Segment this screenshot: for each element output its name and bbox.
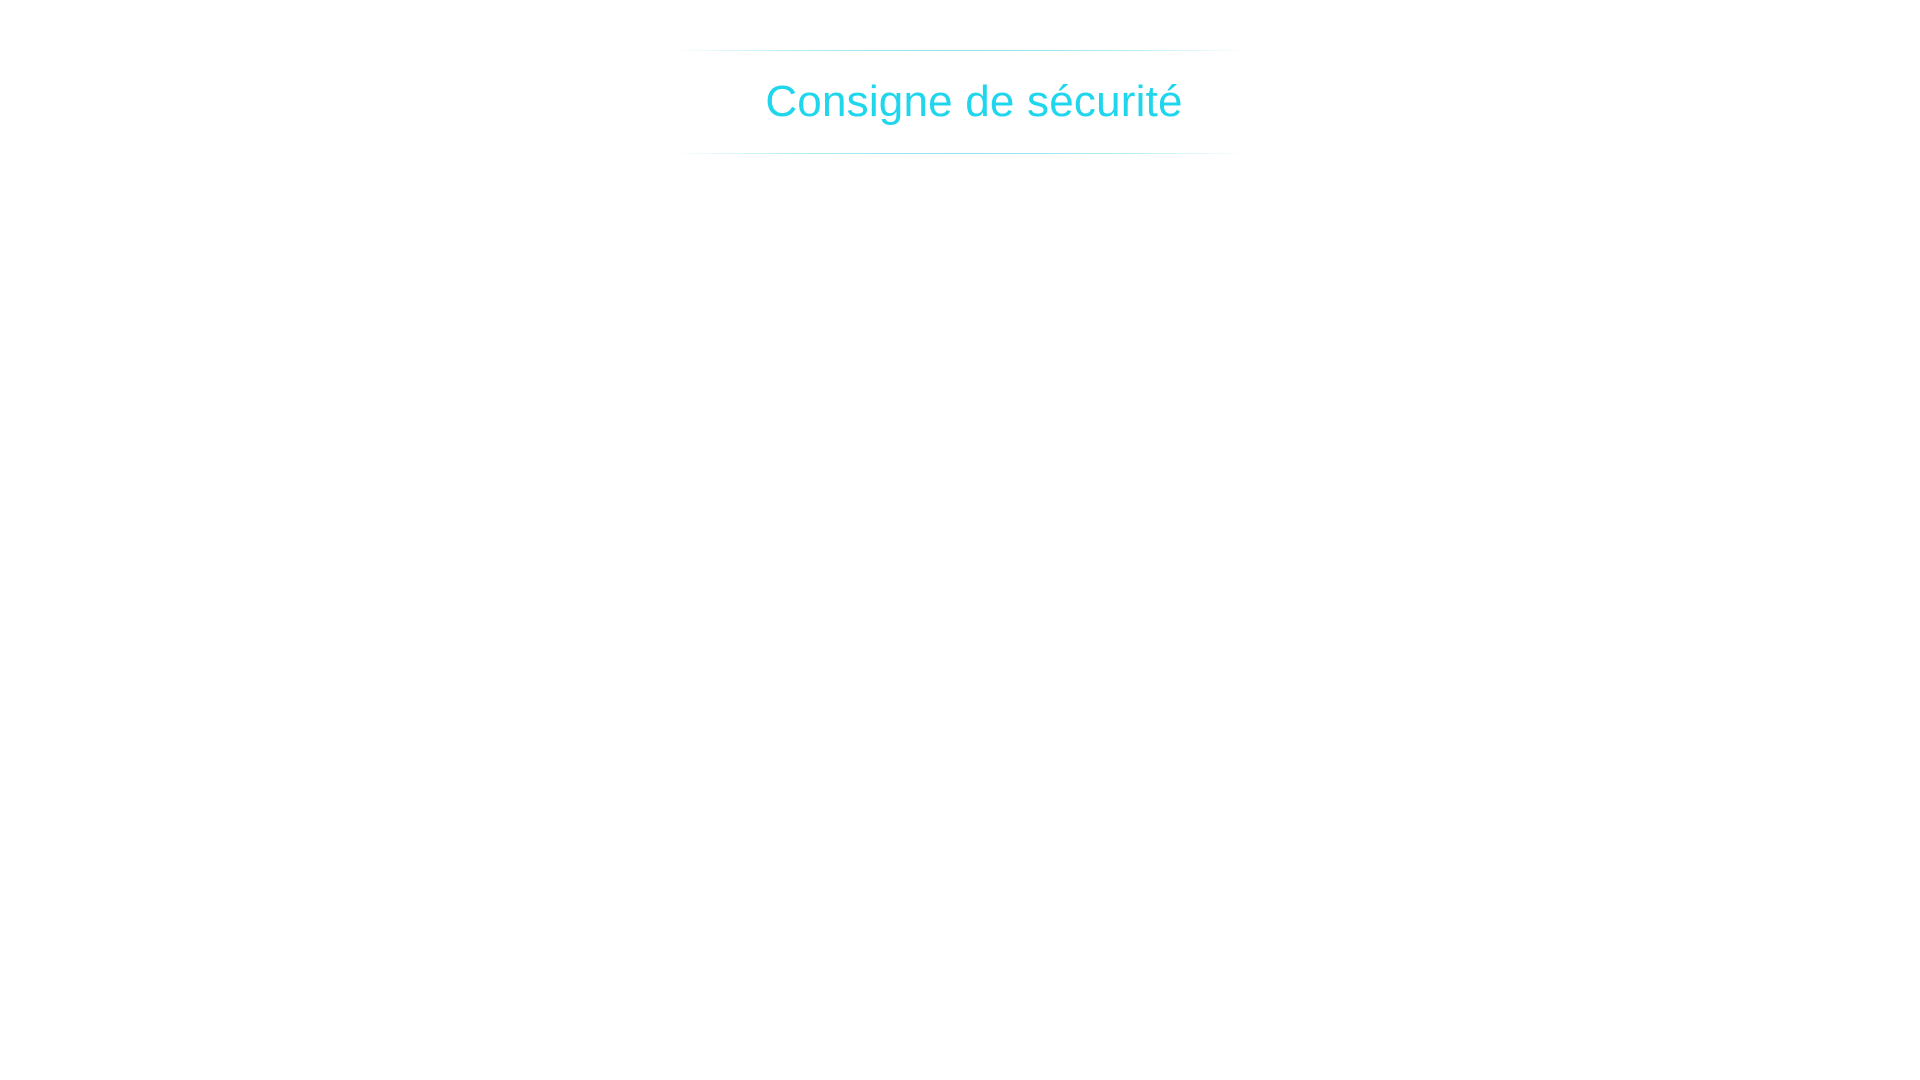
page-header: [670, 50, 1250, 154]
page-title: Consigne de sécurité: [765, 77, 1183, 126]
bottom-divider: [670, 153, 1250, 154]
content-area: [0, 160, 1920, 1080]
top-divider: [670, 50, 1250, 51]
